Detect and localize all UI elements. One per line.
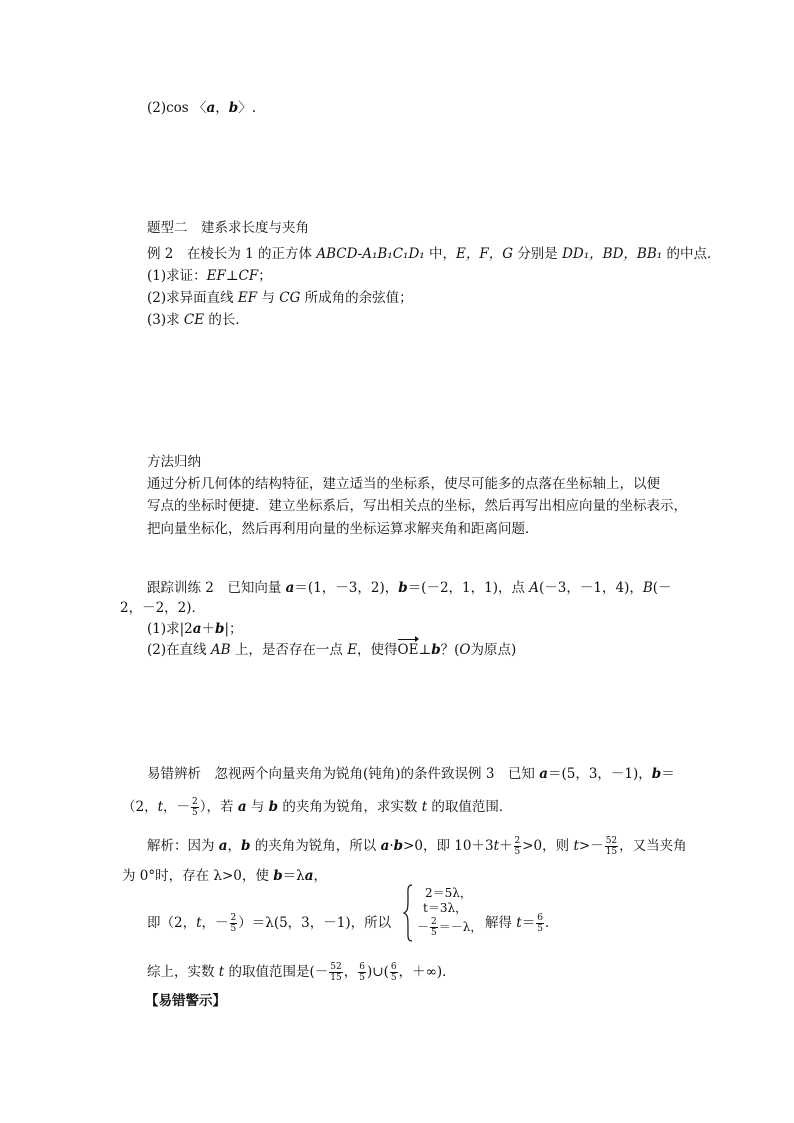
method-line-2: 写点的坐标时便捷．建立坐标系后，写出相关点的坐标，然后再写出相应向量的坐标表示， bbox=[147, 498, 687, 514]
solution-line-3: 即（2，t，－ $\frac{2}{5}$ ）＝λ(5，3，－1)，所以 bbox=[147, 913, 392, 934]
track-2-part-2: (2)在直线 AB 上，是否存在一点 E，使得OE⊥b？(O为原点) bbox=[147, 642, 517, 658]
error-analysis-title: 易错辨析 忽视两个向量夹角为锐角(钝角)的条件致误例 3 已知 a＝(5，3，－1)，b＝ bbox=[147, 766, 675, 782]
example-2-statement: 例 2 在棱长为 1 的正方体 ABCD-A₁B₁C₁D₁ 中，E，F，G 分别是 DD₁，BD，BB₁ 的中点． bbox=[147, 246, 721, 262]
vector-oe: OE bbox=[397, 642, 419, 658]
system-eq-3: － $\frac{2}{5}$ ＝－λ， bbox=[417, 917, 483, 938]
question-2-cos: (2)cos 〈a，b〉. bbox=[147, 100, 257, 116]
method-line-1: 通过分析几何体的结构特征，建立适当的坐标系，使尽可能多的点落在坐标轴上，以便 bbox=[147, 476, 660, 492]
system-eq-1: 2＝5λ， bbox=[425, 886, 472, 900]
solution-line-1: 解析：因为 a，b 的夹角为锐角，所以 a·b>0，即 10＋3t＋ $\frac{2}{5}$ >0，则 t>－ $\frac{52}{15}$ ，又当夹角 bbox=[147, 836, 687, 857]
system-eq-2: t＝3λ， bbox=[423, 901, 468, 915]
example-2-part-3: (3)求 CE 的长． bbox=[147, 312, 249, 328]
track-2-statement-cont: 2，－2，2)． bbox=[120, 600, 206, 616]
solution-solve: 解得 t＝ $\frac{6}{5}$ ． bbox=[485, 913, 559, 934]
example-2-part-1: (1)求证：EF⊥CF； bbox=[147, 268, 272, 284]
solution-line-2: 为 0°时，存在 λ>0，使 b＝λa， bbox=[122, 868, 327, 884]
method-title: 方法归纳 bbox=[147, 454, 201, 470]
track-2-statement: 跟踪训练 2 已知向量 a＝(1，－3，2)，b＝(－2，1，1)，点 A(－3，－1，4)，B(－ bbox=[147, 580, 672, 596]
error-analysis-cont: （2，t，－ $\frac{2}{5}$ ），若 a 与 b 的夹角为锐角，求实数 t 的取值范围． bbox=[122, 797, 513, 818]
section-title-2: 题型二 建系求长度与夹角 bbox=[147, 220, 309, 236]
solution-conclusion: 综上，实数 t 的取值范围是(－ $\frac{52}{15}$ ， $\frac{6}{5}$ )∪( $\frac{6}{5}$ ，＋∞)． bbox=[147, 962, 456, 983]
error-warning-title: 【易错警示】 bbox=[145, 993, 226, 1009]
left-brace-icon bbox=[403, 884, 413, 942]
method-line-3: 把向量坐标化，然后再利用向量的坐标运算求解夹角和距离问题． bbox=[147, 521, 539, 537]
track-2-part-1: (1)求|2a＋b|； bbox=[147, 621, 243, 637]
example-2-part-2: (2)求异面直线 EF 与 CG 所成角的余弦值； bbox=[147, 290, 413, 306]
